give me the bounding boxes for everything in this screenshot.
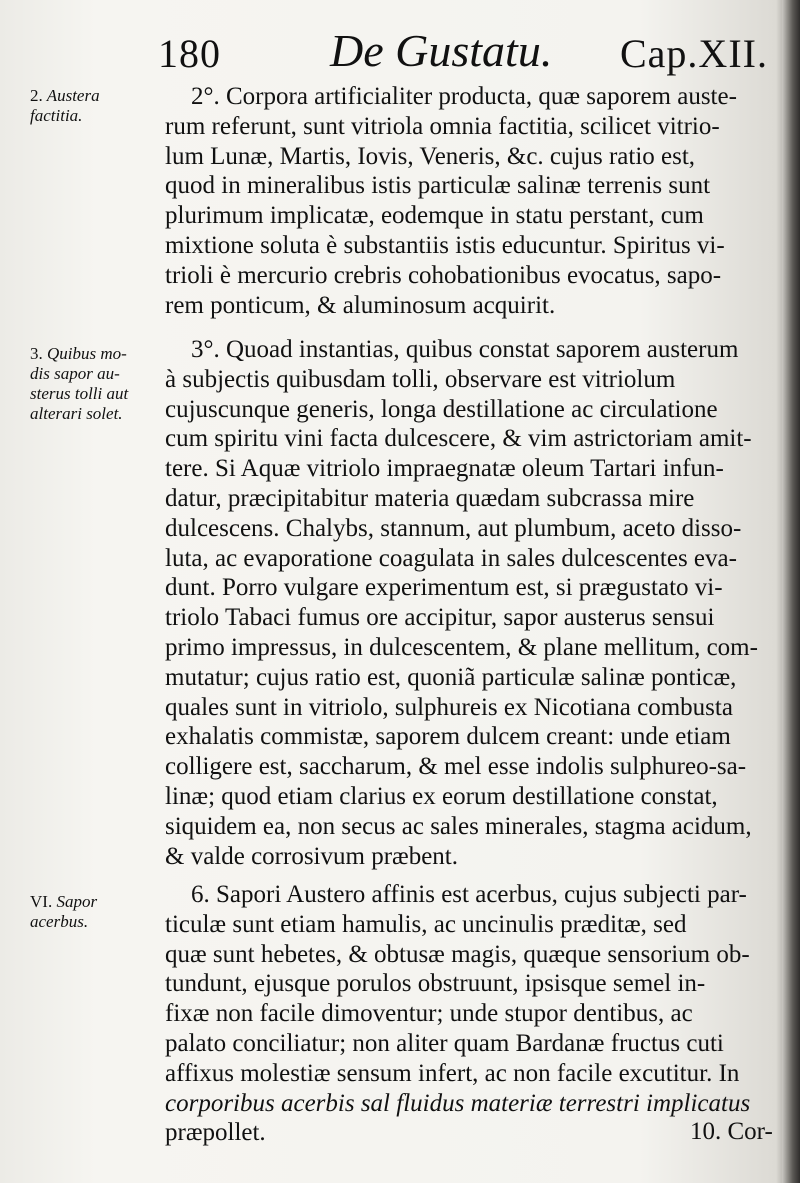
text-line: primo impressus, in dulcescentem, & plane mellitum, com- xyxy=(165,633,758,661)
margin-note-austera xyxy=(30,86,170,126)
text-line: corporibus acerbis sal fluidus materiæ terrestri implicatus xyxy=(165,1089,751,1117)
text-line: siquidem ea, non secus ac sales minerales, stagma acidum, xyxy=(165,812,752,840)
text-line: quæ sunt hebetes, & obtusæ magis, quæque sensorium ob- xyxy=(165,940,750,968)
text-line: mixtione soluta è substantiis istis educuntur. Spiritus vi- xyxy=(165,231,725,259)
text-line: exhalatis commistæ, saporem dulcem creant: unde etiam xyxy=(165,723,731,751)
text-line: à subjectis quibusdam tolli, observare est vitriolum xyxy=(165,365,676,393)
chapter-heading: Cap.XII. xyxy=(620,31,768,76)
text-line: linæ; quod etiam clarius ex eorum destillatione constat, xyxy=(165,782,718,810)
text-line: lum Lunæ, Martis, Iovis, Veneris, &c. cujus ratio est, xyxy=(165,142,696,170)
text-line: plurimum implicatæ, eodemque in statu perstant, cum xyxy=(165,202,704,230)
margin-note-quibus-modis xyxy=(30,344,170,424)
margin-note-line: sterus tolli aut xyxy=(30,384,129,403)
paragraph-6 xyxy=(165,880,765,1148)
page-edge-shadow xyxy=(782,0,800,1183)
text-line: & valde corrosivum præbent. xyxy=(165,842,458,870)
margin-note-number: 3. xyxy=(30,344,43,363)
margin-note-number: 2. xyxy=(30,86,43,105)
page-header xyxy=(0,18,800,78)
running-title: De Gustatu. xyxy=(330,25,553,76)
paragraph-3 xyxy=(165,335,765,871)
text-line: quod in mineralibus istis particulæ salinæ terrenis sunt xyxy=(165,172,711,200)
text-line: præpollet. xyxy=(165,1119,266,1147)
text-line: dunt. Porro vulgare experimentum est, si prægustato vi- xyxy=(165,574,723,602)
margin-note-line: Sapor xyxy=(56,892,98,911)
text-line: triolo Tabaci fumus ore accipitur, sapor austerus sensui xyxy=(165,604,715,632)
text-line: colligere est, saccharum, & mel esse indolis sulphureo-sa- xyxy=(165,753,747,781)
margin-note-sapor-acerbus xyxy=(30,892,170,932)
margin-note-line: dis sapor au- xyxy=(30,364,120,383)
text-line: mutatur; cujus ratio est, quoniã particulæ salinæ ponticæ, xyxy=(165,663,737,691)
text-line: 2°. Corpora artificialiter producta, quæ saporem auste- xyxy=(191,83,737,110)
page-number: 180 xyxy=(158,31,221,76)
text-line: dulcescens. Chalybs, stannum, aut plumbum, aceto disso- xyxy=(165,514,742,542)
margin-note-number: VI. xyxy=(30,892,53,911)
text-line: quales sunt in vitriolo, sulphureis ex Nicotiana combusta xyxy=(165,693,733,721)
text-line: tundunt, ejusque porulos obstruunt, ipsisque semel in- xyxy=(165,970,706,998)
text-line: luta, ac evaporatione coagulata in sales dulcescentes eva- xyxy=(165,544,737,572)
text-line: rem ponticum, & aluminosum acquirit. xyxy=(165,291,556,319)
margin-note-line: factitia. xyxy=(30,106,83,125)
margin-note-line: Quibus mo- xyxy=(47,344,127,363)
text-line: trioli è mercurio crebris cohobationibus evocatus, sapo- xyxy=(165,261,722,289)
text-line: palato conciliatur; non aliter quam Bardanæ fructus cuti xyxy=(165,1029,724,1057)
text-line: 3°. Quoad instantias, quibus constat saporem austerum xyxy=(191,336,739,363)
margin-note-line: alterari solet. xyxy=(30,404,123,423)
text-line: fixæ non facile dimoventur; unde stupor dentibus, ac xyxy=(165,1000,693,1028)
margin-note-line: acerbus. xyxy=(30,912,89,931)
text-line: cum spiritu vini facta dulcescere, & vim astrictoriam amit- xyxy=(165,425,752,453)
text-line: 6. Sapori Austero affinis est acerbus, cujus subjecti par- xyxy=(191,881,747,908)
text-line: affixus molestiæ sensum infert, ac non facile excutitur. In xyxy=(165,1059,740,1087)
text-line: cujuscunque generis, longa destillatione ac circulatione xyxy=(165,395,718,423)
catchword: 10. Cor- xyxy=(690,1118,773,1145)
text-line: tere. Si Aquæ vitriolo impraegnatæ oleum Tartari infun- xyxy=(165,455,724,483)
text-line: ticulæ sunt etiam hamulis, ac uncinulis præditæ, sed xyxy=(165,910,687,938)
margin-note-line: Austera xyxy=(46,86,100,105)
text-line: rum referunt, sunt vitriola omnia factitia, scilicet vitrio- xyxy=(165,112,720,140)
paragraph-2 xyxy=(165,82,765,320)
text-line: datur, præcipitabitur materia quædam subcrassa mire xyxy=(165,484,695,512)
